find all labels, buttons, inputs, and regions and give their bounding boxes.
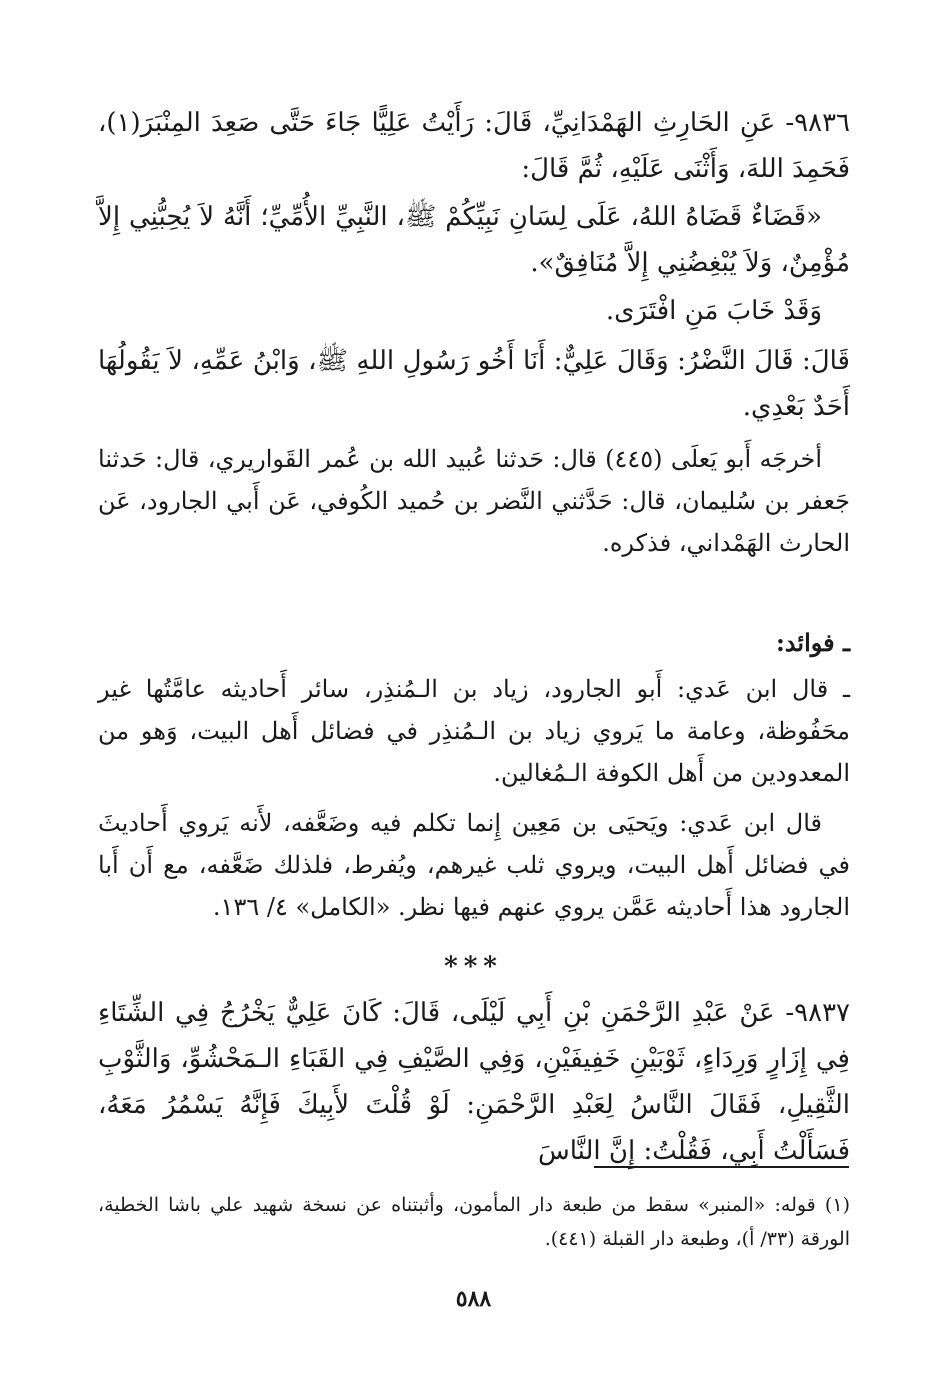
- hadith-9836-intro: ٩٨٣٦- عَنِ الحَارِثِ الهَمْدَانِيِّ، قَالَ: رَأَيْتُ عَلِيًّا جَاءَ حَتَّى صَعِدَ المِنْبَرَ(١)، فَحَمِدَ اللهَ، وَأَثْنَى عَلَيْهِ، ثُمَّ قَالَ:: [98, 108, 850, 184]
- hadith-9836-quote: «قَضَاءٌ قَضَاهُ اللهُ، عَلَى لِسَانِ نَبِيِّكُمْ ﷺ، النَّبِيِّ الأُمِّيِّ؛ أَنَّهُ لاَ يُحِبُّنِي إِلاَّ مُؤْمِنٌ، وَلاَ يُبْغِضُنِي إِلاَّ مُنَافِقٌ».: [98, 202, 850, 278]
- hadith-9836: [98, 100, 850, 564]
- hadith-9836-verse: وَقَدْ خَابَ مَنِ افْتَرَى.: [605, 296, 822, 326]
- footnote-divider: [594, 1166, 849, 1168]
- fawaid-ibn-adi-2: قال ابن عَدي: ويَحيَى بن مَعِين إِنما تكلم فيه وضَعَّفه، لأَنه يَروي أَحاديثَ في فضائل أَهل البيت، ويروي ثلب غيرهم، ويُفرط، فلذلك ضَعَّفه، مع أَن أَبا الجارود هذا أَحاديثه عَمَّن يروي عنهم فيها نظر. «الكامل» ٤/ ١٣٦.: [98, 809, 850, 921]
- hadith-9836-nadr-statement: قَالَ: قَالَ النَّضْرُ: وَقَالَ عَلِيٌّ: أَنَا أَخُو رَسُولِ اللهِ ﷺ، وَابْنُ عَمِّهِ، لاَ يَقُولُهَا أَحَدٌ بَعْدِي.: [98, 346, 850, 422]
- footnotes: [98, 1188, 850, 1256]
- hadith-9837: [98, 990, 850, 1174]
- fawaid-ibn-adi-1: ـ قال ابن عَدي: أَبو الجارود، زياد بن الـمُنذِر، سائر أَحاديثه عامَّتُها غير محَفُوظة، وعامة ما يَروي زياد بن الـمُنذِر في فضائل أَهل البيت، وَهو من المعدودين من أَهل الكوفة الـمُغالين.: [98, 675, 850, 787]
- hadith-9837-text: ٩٨٣٧- عَنْ عَبْدِ الرَّحْمَنِ بْنِ أَبِي لَيْلَى، قَالَ: كَانَ عَلِيٌّ يَخْرُجُ فِي الشِّتَاءِ فِي إِزَارٍ وَرِدَاءٍ، ثَوْبَيْنِ خَفِيفَيْنِ، وَفِي الصَّيْفِ فِي القَبَاءِ الـمَحْشُوِّ، وَالثَّوْبِ الثَّقِيلِ، فَقَالَ النَّاسُ لِعَبْدِ الرَّحْمَنِ: لَوْ قُلْتَ لأَبِيكَ فَإِنَّهُ يَسْمُرُ مَعَهُ، فَسَأَلْتُ أَبِي، فَقُلْتُ: إِنَّ النَّاسَ: [98, 998, 850, 1166]
- page-number: ٥٨٨: [455, 1286, 492, 1312]
- fawaid-section: [98, 622, 850, 928]
- section-separator: ***: [444, 952, 503, 982]
- fawaid-heading: ـ فوائد:: [775, 628, 850, 657]
- footnote-1: (١) قوله: «المنبر» سقط من طبعة دار المأمون، وأثبتناه عن نسخة شهيد علي باشا الخطية، الورقة (٣٣/ أ)، وطبعة دار القبلة (٤٤١).: [98, 1194, 850, 1250]
- hadith-9836-takhrij: أخرجَه أَبو يَعلَى (٤٤٥) قال: حَدثنا عُبيد الله بن عُمر القَواريري، قال: حَدثنا جَعفر بن سُليمان، قال: حَدَّثني النَّضر بن حُميد الكُوفي، عَن أَبي الجارود، عَن الحارث الهَمْداني، فذكره.: [98, 445, 850, 557]
